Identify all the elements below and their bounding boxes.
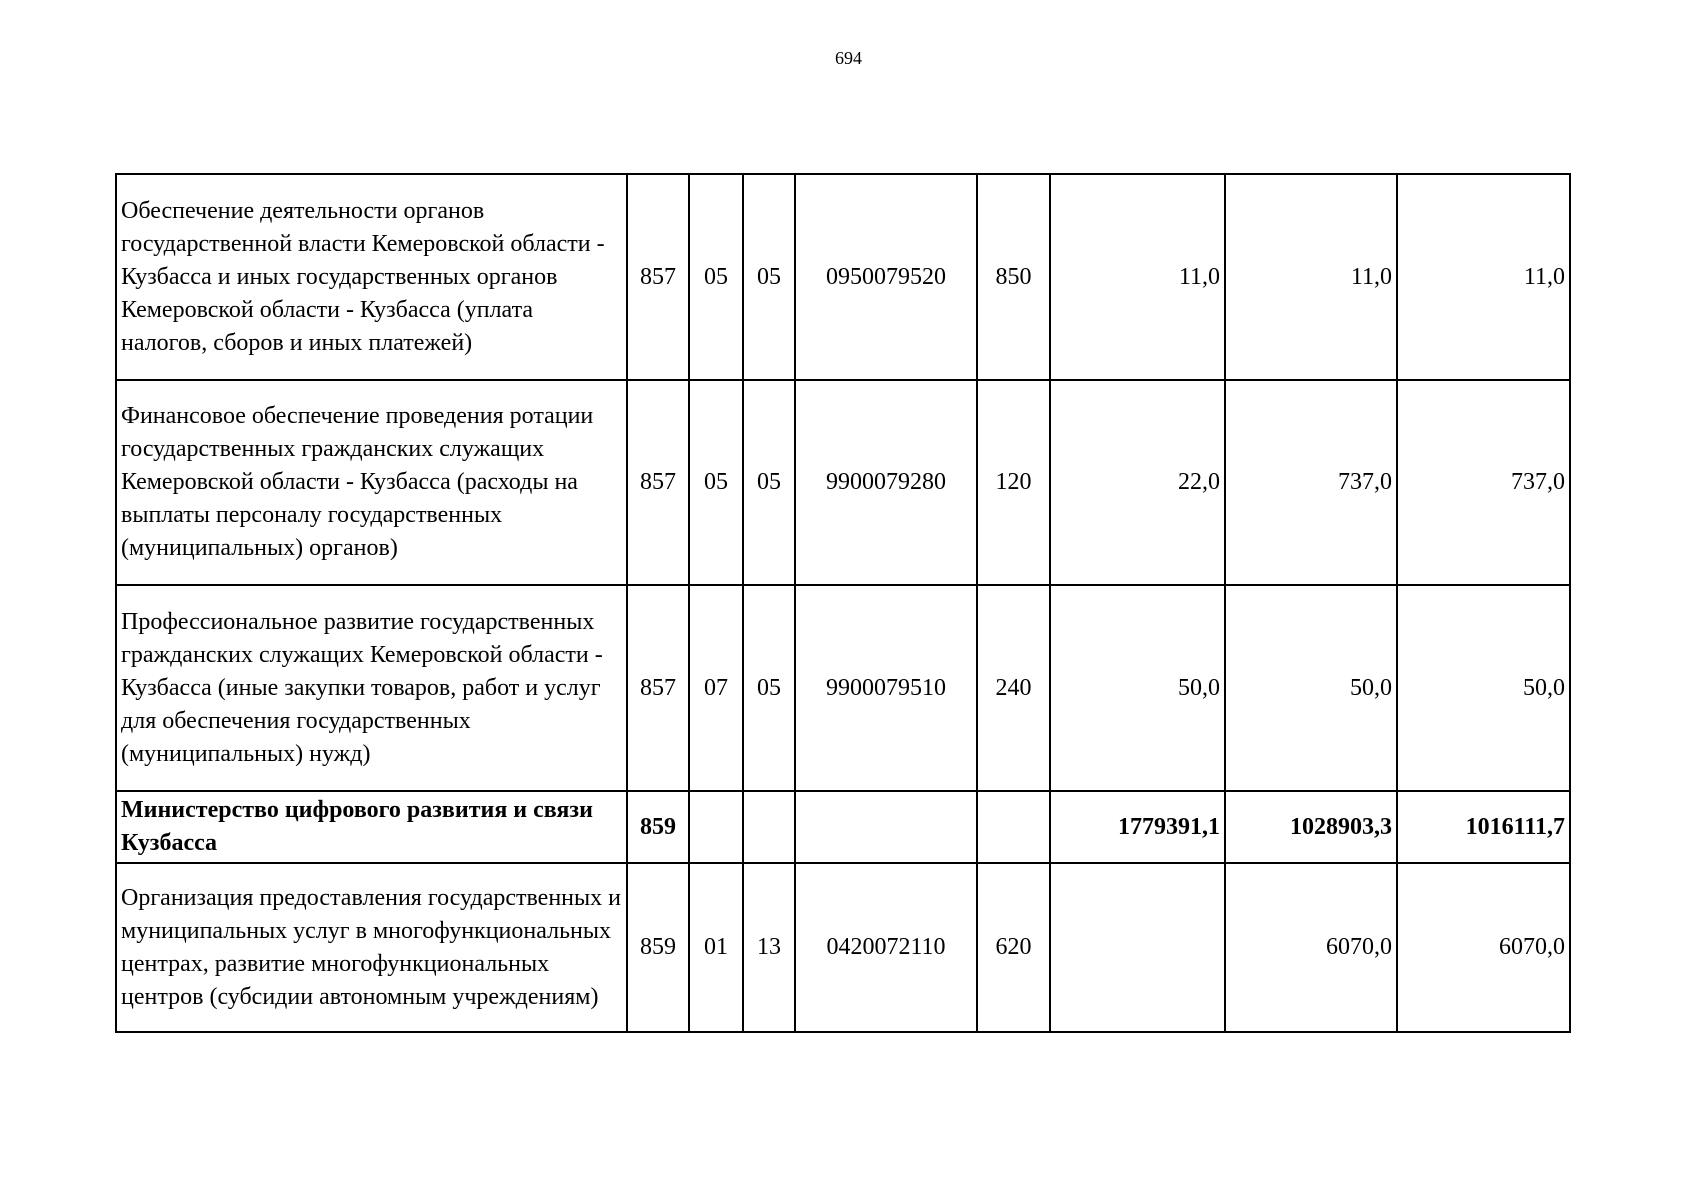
target-article-code: 9900079280 [795,380,977,585]
row-description: Министерство цифрового развития и связи Кузбасса [116,791,627,863]
amount-year-1: 22,0 [1050,380,1225,585]
section-code: 05 [689,174,743,380]
expense-type-code: 850 [977,174,1050,380]
subsection-code: 05 [743,380,795,585]
table-row [116,863,1570,1032]
subsection-code: 05 [743,174,795,380]
amount-year-2: 1028903,3 [1225,791,1397,863]
ministry-code: 859 [627,863,689,1032]
amount-year-3: 6070,0 [1397,863,1570,1032]
expense-type-code: 120 [977,380,1050,585]
target-article-code [795,791,977,863]
table-row [116,585,1570,791]
amount-year-2: 50,0 [1225,585,1397,791]
amount-year-1: 1779391,1 [1050,791,1225,863]
table-row-ministry-total [116,791,1570,863]
row-description: Организация предоставления государственных и муниципальных услуг в многофункциональных центрах, развитие многофункциональных центров (субсидии автономным учреждениям) [116,863,627,1032]
amount-year-1: 11,0 [1050,174,1225,380]
amount-year-3: 1016111,7 [1397,791,1570,863]
ministry-code: 857 [627,380,689,585]
section-code: 07 [689,585,743,791]
target-article-code: 0950079520 [795,174,977,380]
expense-type-code: 620 [977,863,1050,1032]
ministry-code: 859 [627,791,689,863]
ministry-code: 857 [627,174,689,380]
table-row [116,380,1570,585]
target-article-code: 0420072110 [795,863,977,1032]
target-article-code: 9900079510 [795,585,977,791]
expense-type-code [977,791,1050,863]
expense-type-code: 240 [977,585,1050,791]
amount-year-3: 737,0 [1397,380,1570,585]
amount-year-2: 6070,0 [1225,863,1397,1032]
section-code: 05 [689,380,743,585]
subsection-code: 13 [743,863,795,1032]
amount-year-2: 11,0 [1225,174,1397,380]
section-code: 01 [689,863,743,1032]
row-description: Финансовое обеспечение проведения ротации государственных гражданских служащих Кемеровской области - Кузбасса (расходы на выплаты персоналу государственных (муниципальных) органов) [116,380,627,585]
ministry-code: 857 [627,585,689,791]
amount-year-3: 50,0 [1397,585,1570,791]
subsection-code [743,791,795,863]
amount-year-1 [1050,863,1225,1032]
row-description: Обеспечение деятельности органов государственной власти Кемеровской области - Кузбасса и иных государственных органов Кемеровской области - Кузбасса (уплата налогов, сборов и иных платежей) [116,174,627,380]
amount-year-3: 11,0 [1397,174,1570,380]
section-code [689,791,743,863]
subsection-code: 05 [743,585,795,791]
budget-table [115,173,1571,1033]
amount-year-1: 50,0 [1050,585,1225,791]
table-row [116,174,1570,380]
page-number: 694 [835,48,862,68]
row-description: Профессиональное развитие государственных гражданских служащих Кемеровской области - Кузбасса (иные закупки товаров, работ и услуг для обеспечения государственных (муниципальных) нужд) [116,585,627,791]
amount-year-2: 737,0 [1225,380,1397,585]
